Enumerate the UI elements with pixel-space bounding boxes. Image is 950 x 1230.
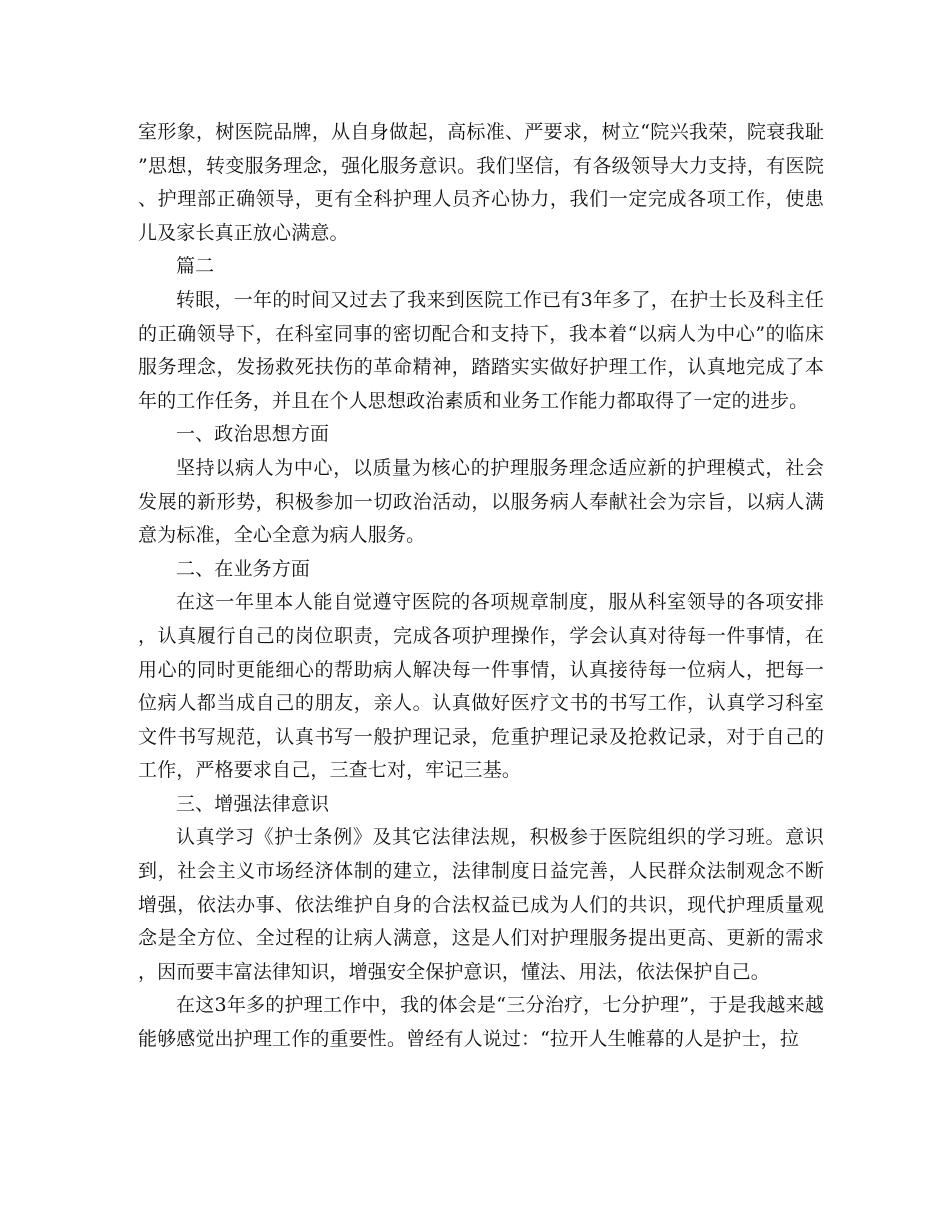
paragraph-law: 认真学习《护士条例》及其它法律法规，积极参于医院组织的学习班。意识到，社会主义市场经济体制的建立，法律制度日益完善，人民群众法制观念不断增强，依法办事、依法维护自身的合法权益已成为人们的共识，现代护理质量观念是全方位、全过程的让病人满意，这是人们对护理服务提出更高、更新的需求，因而要丰富法律知识，增强安全保护意识，懂法、用法，依法保护自己。 (138, 826, 824, 983)
paragraph-experience: 在这3年多的护理工作中，我的体会是“三分治疗，七分护理”，于是我越来越能够感觉出护理工作的重要性。曾经有人说过：“拉开人生帷幕的人是护士，拉 (138, 994, 824, 1051)
paragraph-business: 在这一年里本人能自觉遵守医院的各项规章制度，服从科室领导的各项安排，认真履行自己的岗位职责，完成各项护理操作，学会认真对待每一件事情，在用心的同时更能细心的帮助病人解决每一件事情，认真接待每一位病人，把每一位病人都当成自己的朋友，亲人。认真做好医疗文书的书写工作，认真学习科室文件书写规范，认真书写一般护理记录，危重护理记录及抢救记录，对于自己的工作，严格要求自己，三查七对，牢记三基。 (138, 591, 824, 782)
paragraph-political: 坚持以病人为中心，以质量为核心的护理服务理念适应新的护理模式，社会发展的新形势，积极参加一切政治活动，以服务病人奉献社会为宗旨，以病人满意为标准，全心全意为病人服务。 (138, 456, 824, 547)
paragraph-intro: 转眼，一年的时间又过去了我来到医院工作已有3年多了，在护士长及科主任的正确领导下，在科室同事的密切配合和支持下，我本着“以病人为中心”的临床服务理念，发扬救死扶伤的革命精神，踏踏实实做好护理工作，认真地完成了本年的工作任务，并且在个人思想政治素质和业务工作能力都取得了一定的进步。 (138, 288, 824, 412)
heading-law: 三、增强法律意识 (176, 792, 330, 815)
document-body (138, 116, 824, 1057)
heading-business: 二、在业务方面 (176, 557, 311, 580)
paragraph-continuation: 室形象，树医院品牌，从自身做起，高标准、严要求，树立“院兴我荣，院衰我耻”思想，转变服务理念，强化服务意识。我们坚信，有各级领导大力支持，有医院、护理部正确领导，更有全科护理人员齐心协力，我们一定完成各项工作，使患儿及家长真正放心满意。 (138, 121, 824, 244)
section-title: 篇二 (176, 255, 215, 278)
heading-political: 一、政治思想方面 (176, 423, 330, 446)
